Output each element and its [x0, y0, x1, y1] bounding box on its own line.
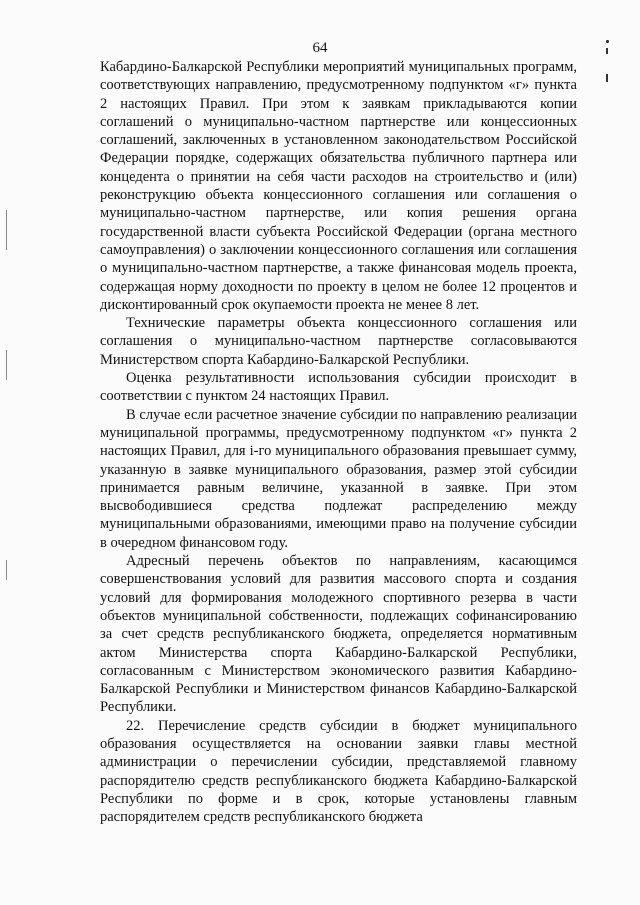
paragraph-effectiveness: Оценка результативности использования субсидии происходит в соответствии с пунктом 24 настоящих Правил. — [100, 370, 577, 405]
paragraph-subsidy-calculation: В случае если расчетное значение субсидии по направлению реализации муниципальной программы, предусмотренному подпунктом «г» пункта 2 настоящих Правил, для i-го муниципального образования превышает сумму, указанную в заявке муниципального образования, размер этой субсидии принимается равным величине, указанной в заявке. При этом высвободившиеся средства подлежат распределению между муниципальными образованиями, имеющими право на получение субсидии в очередном финансовом году. — [100, 406, 577, 551]
page-number: 64 — [312, 40, 328, 56]
scan-mark-line — [606, 74, 608, 82]
scan-mark-line — [6, 560, 7, 580]
paragraph-address-list: Адресный перечень объектов по направлениям, касающимся совершенствования условий для развития массового спорта и создания условий для формирования молодежного спортивного резерва в части объектов муниципальной собственности, подлежащих софинансированию за счет средств республиканского бюджета, определяется нормативным актом Министерства спорта Кабардино-Балкарской Республики, согласованным с Министерством экономического развития Кабардино-Балкарской Республики и Министерством финансов Кабардино-Балкарской Республики. — [100, 553, 577, 716]
scan-mark-line — [6, 350, 7, 380]
body-text — [100, 58, 577, 826]
paragraph-continuation: Кабардино-Балкарской Республики мероприятий муниципальных программ, соответствующих направлению, предусмотренному подпунктом «г» пункта 2 настоящих Правил. При этом к заявкам прикладываются копии соглашений о муниципально-частном партнерстве или концессионных соглашений, заключенных в установленном законодательством Российской Федерации порядке, содержащих обязательства публичного партнера или концедента о принятии на себя части расходов на строительство и (или) реконструкцию объекта концессионного соглашения или соглашения о муниципально-частном партнерстве, или копия решения органа государственной власти субъекта Российской Федерации (органа местного самоуправления) о заключении концессионного соглашения или соглашения о муниципально-частном партнерстве, а также финансовая модель проекта, содержащая норму доходности по проекту в целом не более 12 процентов и дисконтированный срок окупаемости проекта не менее 8 лет. — [100, 59, 577, 313]
scan-mark-line — [606, 48, 608, 54]
scan-mark-dot — [606, 40, 609, 43]
paragraph-technical-parameters: Технические параметры объекта концессионного соглашения или соглашения о муниципально-частном партнерстве согласовываются Министерством спорта Кабардино-Балкарской Республики. — [100, 315, 577, 368]
paragraph-22-transfer: 22. Перечисление средств субсидии в бюджет муниципального образования осуществляется на основании заявки главы местной администрации о перечислении субсидии, представляемой главному распорядителю средств республиканского бюджета Кабардино-Балкарской Республики по форме и в срок, которые установлены главным распорядителем средств республиканского бюджета — [100, 717, 577, 826]
scan-mark-line — [6, 210, 7, 250]
